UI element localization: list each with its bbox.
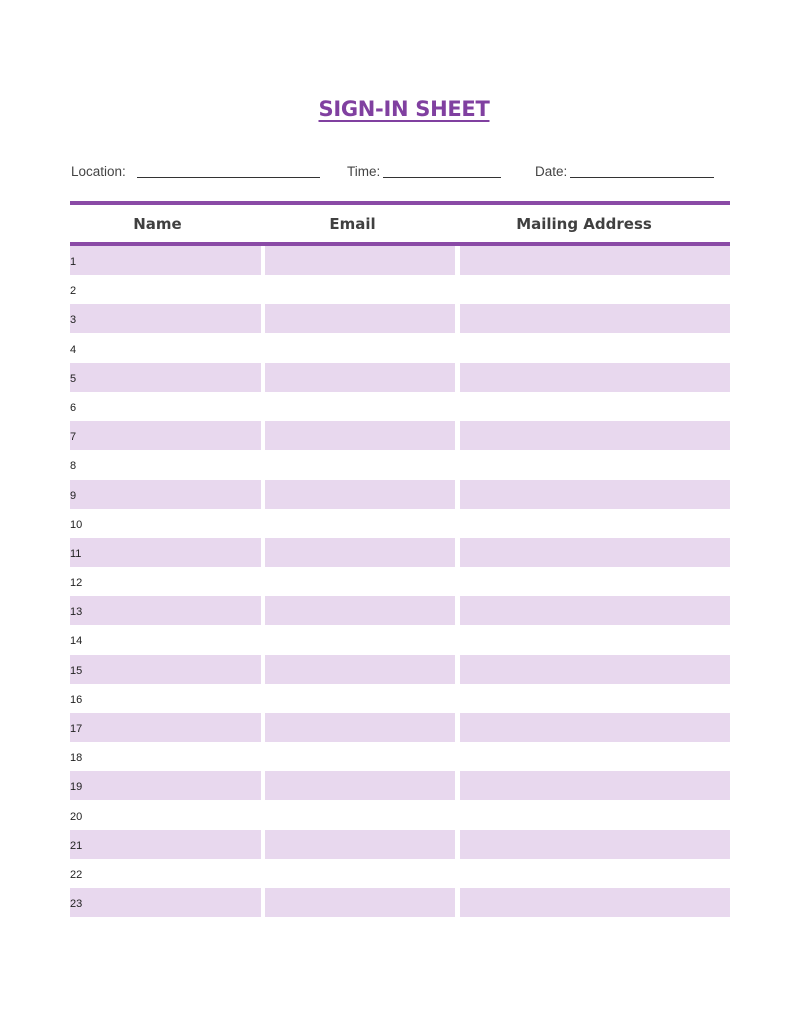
mailing-address-cell[interactable] [460,509,730,538]
name-cell[interactable] [70,421,261,450]
email-cell[interactable] [265,655,455,684]
row-number: 17 [70,723,83,735]
email-cell[interactable] [265,830,455,859]
mailing-address-cell[interactable] [460,363,730,392]
mailing-address-cell[interactable] [460,246,730,275]
name-cell[interactable] [70,275,261,304]
name-cell[interactable] [70,538,261,567]
email-cell[interactable] [265,625,455,654]
mailing-address-cell[interactable] [460,567,730,596]
name-cell[interactable] [70,334,261,363]
table-row [70,713,730,742]
table-row [70,246,730,275]
row-number: 16 [70,693,83,706]
table-row [70,859,730,888]
row-number: 19 [70,781,83,794]
name-cell[interactable] [70,655,261,684]
email-cell[interactable] [265,275,455,304]
location-field[interactable] [137,177,320,178]
email-cell[interactable] [265,859,455,888]
sign-in-table-body [70,246,730,917]
name-cell[interactable] [70,888,261,917]
mailing-address-cell[interactable] [460,421,730,450]
table-row [70,596,730,625]
name-cell[interactable] [70,509,261,538]
page-title: SIGN-IN SHEET [318,97,490,121]
date-label: Date: [535,164,568,179]
mailing-address-cell[interactable] [460,771,730,800]
table-row [70,275,730,304]
email-cell[interactable] [265,771,455,800]
date-field[interactable] [570,177,714,178]
column-header-email: Email [329,215,376,233]
mailing-address-cell[interactable] [460,625,730,654]
table-row [70,334,730,363]
name-cell[interactable] [70,567,261,596]
email-cell[interactable] [265,888,455,917]
table-row [70,888,730,917]
row-number: 11 [70,547,82,560]
name-cell[interactable] [70,684,261,713]
row-number: 4 [70,343,77,356]
name-cell[interactable] [70,859,261,888]
mailing-address-cell[interactable] [460,801,730,830]
email-cell[interactable] [265,801,455,830]
name-cell[interactable] [70,392,261,421]
table-row [70,450,730,479]
name-cell[interactable] [70,596,261,625]
name-cell[interactable] [70,450,261,479]
table-row [70,509,730,538]
row-number: 6 [70,401,77,414]
table-row [70,538,730,567]
table-row [70,830,730,859]
email-cell[interactable] [265,363,455,392]
name-cell[interactable] [70,830,261,859]
time-field[interactable] [383,177,501,178]
row-number: 2 [70,285,77,298]
table-row [70,625,730,654]
email-cell[interactable] [265,538,455,567]
time-label: Time: [347,164,381,179]
mailing-address-cell[interactable] [460,538,730,567]
name-cell[interactable] [70,801,261,830]
email-cell[interactable] [265,334,455,363]
name-cell[interactable] [70,742,261,771]
email-cell[interactable] [265,596,455,625]
row-number: 1 [70,256,77,268]
email-cell[interactable] [265,421,455,450]
name-cell[interactable] [70,625,261,654]
mailing-address-cell[interactable] [460,713,730,742]
table-row [70,480,730,509]
row-number: 22 [70,868,83,881]
row-number: 13 [70,606,83,619]
email-cell[interactable] [265,480,455,509]
table-row [70,304,730,333]
email-cell[interactable] [265,450,455,479]
mailing-address-cell[interactable] [460,684,730,713]
name-cell[interactable] [70,304,261,333]
row-number: 14 [70,635,83,648]
email-cell[interactable] [265,684,455,713]
row-number: 7 [70,431,77,444]
mailing-address-cell[interactable] [460,334,730,363]
mailing-address-cell[interactable] [460,655,730,684]
table-row [70,421,730,450]
mailing-address-cell[interactable] [460,392,730,421]
name-cell[interactable] [70,246,261,275]
location-label: Location: [71,164,126,179]
header-fields [0,0,800,200]
email-cell[interactable] [265,246,455,275]
header-top-rule [70,201,730,205]
row-number: 15 [70,664,83,677]
mailing-address-cell[interactable] [460,859,730,888]
email-cell[interactable] [265,509,455,538]
row-number: 23 [70,898,83,911]
mailing-address-cell[interactable] [460,830,730,859]
table-row [70,801,730,830]
row-number: 10 [70,518,83,531]
column-header-mailing-address: Mailing Address [516,215,652,233]
column-header-name: Name [133,215,182,233]
email-cell[interactable] [265,567,455,596]
table-row [70,771,730,800]
mailing-address-cell[interactable] [460,480,730,509]
row-number: 21 [70,839,83,852]
table-row [70,363,730,392]
email-cell[interactable] [265,713,455,742]
row-number: 20 [70,810,83,823]
table-row [70,567,730,596]
row-number: 8 [70,460,77,473]
table-row [70,392,730,421]
row-number: 18 [70,752,83,765]
table-row [70,684,730,713]
email-cell[interactable] [265,392,455,421]
mailing-address-cell[interactable] [460,742,730,771]
table-row [70,655,730,684]
row-number: 3 [70,314,77,327]
row-number: 12 [70,577,83,590]
mailing-address-cell[interactable] [460,596,730,625]
mailing-address-cell[interactable] [460,888,730,917]
row-number: 5 [70,372,77,385]
email-cell[interactable] [265,304,455,333]
row-number: 9 [70,489,77,502]
table-row [70,742,730,771]
mailing-address-cell[interactable] [460,304,730,333]
email-cell[interactable] [265,742,455,771]
name-cell[interactable] [70,363,261,392]
name-cell[interactable] [70,771,261,800]
name-cell[interactable] [70,480,261,509]
name-cell[interactable] [70,713,261,742]
mailing-address-cell[interactable] [460,450,730,479]
mailing-address-cell[interactable] [460,275,730,304]
